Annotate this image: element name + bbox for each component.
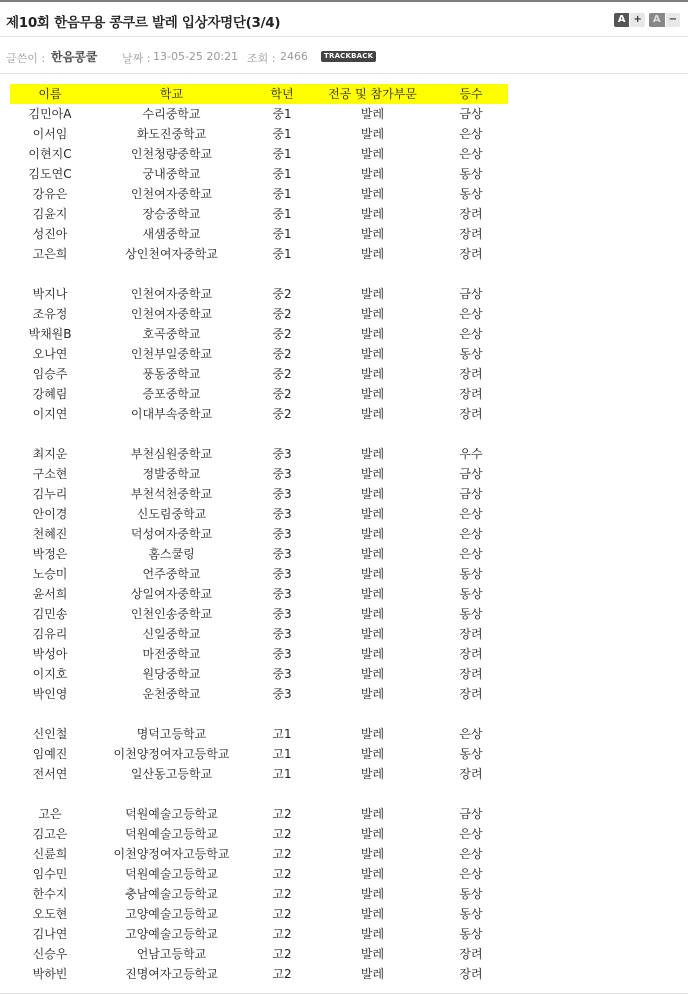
- cell-category: 발레: [360, 767, 385, 781]
- cell-school: 인천여자중학교: [130, 307, 213, 321]
- cell-grade: 중3: [272, 627, 292, 641]
- cell-rank: 장려: [459, 947, 483, 961]
- date-label: 날짜 :: [122, 52, 151, 65]
- cell-grade: 중2: [272, 407, 292, 421]
- cell-school: 부천석천중학교: [130, 487, 213, 501]
- cell-name: 신인철: [32, 727, 68, 741]
- cell-rank: 장려: [459, 667, 483, 681]
- cell-category: 발레: [360, 487, 385, 501]
- cell-grade: 중3: [272, 687, 292, 701]
- cell-grade: 중1: [272, 207, 292, 221]
- table-header-row: [10, 84, 508, 104]
- cell-rank: 은상: [459, 847, 483, 861]
- cell-category: 발레: [360, 627, 385, 641]
- cell-rank: 은상: [459, 127, 483, 141]
- cell-category: 발레: [360, 947, 385, 961]
- cell-grade: 중3: [272, 487, 292, 501]
- table-row: [10, 524, 508, 544]
- cell-rank: 장려: [459, 647, 483, 661]
- cell-name: 노승미: [32, 567, 68, 581]
- cell-name: 김윤지: [32, 207, 68, 221]
- cell-name: 박정은: [32, 547, 68, 561]
- cell-rank: 은상: [459, 547, 483, 561]
- cell-school: 인천인송중학교: [130, 607, 213, 621]
- cell-name: 강유은: [32, 187, 68, 201]
- cell-grade: 고2: [272, 807, 292, 821]
- cell-school: 호곡중학교: [142, 327, 201, 341]
- cell-name: 김유리: [32, 627, 68, 641]
- cell-school: 이천양정여자고등학교: [113, 847, 230, 861]
- table-row: [10, 624, 508, 644]
- cell-name: 이지호: [32, 667, 68, 681]
- cell-rank: 동상: [459, 607, 483, 621]
- cell-category: 발레: [360, 547, 385, 561]
- table-row: [10, 844, 508, 864]
- table-row: [10, 604, 508, 624]
- cell-name: 이서임: [32, 127, 68, 141]
- table-row: [10, 304, 508, 324]
- cell-grade: 고2: [272, 927, 292, 941]
- cell-grade: 고2: [272, 947, 292, 961]
- cell-category: 발레: [360, 447, 385, 461]
- cell-grade: 중1: [272, 227, 292, 241]
- cell-school: 상일여자중학교: [130, 587, 213, 601]
- cell-category: 발레: [360, 207, 385, 221]
- font-decrease-button[interactable]: [649, 13, 680, 27]
- cell-grade: 중3: [272, 587, 292, 601]
- cell-grade: 중3: [272, 607, 292, 621]
- cell-school: 수리중학교: [142, 107, 201, 121]
- group-spacer: [10, 704, 508, 724]
- cell-grade: 고2: [272, 847, 292, 861]
- minus-icon: −: [665, 13, 680, 27]
- cell-name: 김도연C: [28, 167, 72, 181]
- cell-grade: 중1: [272, 247, 292, 261]
- group-spacer: [10, 784, 508, 804]
- cell-category: 발레: [360, 307, 385, 321]
- cell-grade: 중3: [272, 667, 292, 681]
- cell-name: 한수지: [32, 887, 68, 901]
- cell-school: 덕원예술고등학교: [125, 867, 218, 881]
- cell-grade: 중3: [272, 447, 292, 461]
- cell-name: 김민송: [32, 607, 68, 621]
- cell-name: 조유정: [32, 307, 68, 321]
- cell-school: 장승중학교: [142, 207, 201, 221]
- font-letter-icon: A: [614, 13, 630, 27]
- cell-category: 발레: [360, 407, 385, 421]
- table-row: [10, 124, 508, 144]
- cell-school: 마전중학교: [142, 647, 201, 661]
- cell-name: 신륜희: [32, 847, 68, 861]
- cell-rank: 장려: [459, 967, 483, 981]
- cell-name: 김고은: [32, 827, 68, 841]
- table-row: [10, 104, 508, 124]
- cell-category: 발레: [360, 327, 385, 341]
- cell-category: 발레: [360, 667, 385, 681]
- cell-school: 인천부일중학교: [130, 347, 213, 361]
- cell-grade: 중1: [272, 147, 292, 161]
- cell-category: 발레: [360, 227, 385, 241]
- cell-grade: 고1: [272, 767, 292, 781]
- table-row: [10, 144, 508, 164]
- cell-school: 궁내중학교: [142, 167, 201, 181]
- cell-rank: 은상: [459, 827, 483, 841]
- table-row: [10, 944, 508, 964]
- cell-name: 임수민: [32, 867, 68, 881]
- table-row: [10, 644, 508, 664]
- cell-rank: 동상: [459, 907, 483, 921]
- cell-school: 언주중학교: [142, 567, 201, 581]
- cell-name: 강혜림: [32, 387, 68, 401]
- cell-category: 발레: [360, 367, 385, 381]
- table-row: [10, 464, 508, 484]
- table-row: [10, 224, 508, 244]
- views-count: 2466: [280, 50, 308, 63]
- cell-school: 이천양정여자고등학교: [113, 747, 230, 761]
- cell-name: 성진아: [32, 227, 68, 241]
- cell-name: 김민아A: [28, 107, 72, 121]
- cell-category: 발레: [360, 647, 385, 661]
- table-row: [10, 664, 508, 684]
- cell-grade: 중3: [272, 647, 292, 661]
- cell-school: 원당중학교: [142, 667, 201, 681]
- cell-grade: 중2: [272, 327, 292, 341]
- cell-category: 발레: [360, 247, 385, 261]
- cell-school: 홈스쿨링: [148, 547, 195, 561]
- cell-rank: 장려: [459, 227, 483, 241]
- cell-grade: 고1: [272, 727, 292, 741]
- table-body: [10, 104, 508, 984]
- cell-name: 김누리: [32, 487, 68, 501]
- cell-category: 발레: [360, 187, 385, 201]
- cell-category: 발레: [360, 607, 385, 621]
- table-row: [10, 724, 508, 744]
- table-row: [10, 244, 508, 264]
- cell-rank: 은상: [459, 147, 483, 161]
- cell-grade: 중2: [272, 287, 292, 301]
- results-table: [10, 84, 508, 984]
- cell-rank: 동상: [459, 927, 483, 941]
- bottom-border: [0, 993, 688, 994]
- table-row: [10, 584, 508, 604]
- table-row: [10, 204, 508, 224]
- cell-school: 상인천여자중학교: [125, 247, 218, 261]
- author-label: 글쓴이 :: [6, 52, 46, 65]
- table-row: [10, 484, 508, 504]
- cell-rank: 동상: [459, 747, 483, 761]
- table-row: [10, 284, 508, 304]
- cell-category: 발레: [360, 527, 385, 541]
- cell-school: 운천중학교: [142, 687, 201, 701]
- table-row: [10, 444, 508, 464]
- cell-grade: 중1: [272, 107, 292, 121]
- cell-category: 발레: [360, 127, 385, 141]
- cell-school: 화도진중학교: [136, 127, 207, 141]
- cell-name: 윤서희: [32, 587, 68, 601]
- cell-name: 박인영: [32, 687, 68, 701]
- post-meta: [0, 37, 688, 74]
- cell-school: 신일중학교: [142, 627, 201, 641]
- trackback-button[interactable]: TRACKBACK: [321, 51, 376, 62]
- cell-school: 인천여자중학교: [130, 287, 213, 301]
- author-name[interactable]: 한음콩쿨: [51, 50, 98, 64]
- group-spacer: [10, 264, 508, 284]
- cell-school: 인천청량중학교: [130, 147, 213, 161]
- header-name: 이름: [38, 87, 62, 101]
- table-row: [10, 684, 508, 704]
- cell-name: 신승우: [32, 947, 68, 961]
- cell-grade: 고1: [272, 747, 292, 761]
- table-row: [10, 884, 508, 904]
- table-row: [10, 804, 508, 824]
- cell-rank: 장려: [459, 407, 483, 421]
- cell-school: 신도림중학교: [136, 507, 207, 521]
- table-row: [10, 824, 508, 844]
- cell-category: 발레: [360, 827, 385, 841]
- post-date: 13-05-25 20:21: [153, 50, 239, 63]
- cell-rank: 은상: [459, 327, 483, 341]
- table-row: [10, 504, 508, 524]
- cell-category: 발레: [360, 727, 385, 741]
- cell-school: 덕원예술고등학교: [125, 807, 218, 821]
- cell-grade: 중3: [272, 527, 292, 541]
- cell-category: 발레: [360, 467, 385, 481]
- cell-name: 박채원B: [28, 327, 72, 341]
- cell-category: 발레: [360, 847, 385, 861]
- cell-rank: 동상: [459, 187, 483, 201]
- cell-name: 안이경: [32, 507, 68, 521]
- cell-grade: 중1: [272, 127, 292, 141]
- cell-name: 박성아: [32, 647, 68, 661]
- cell-category: 발레: [360, 587, 385, 601]
- cell-category: 발레: [360, 807, 385, 821]
- cell-rank: 장려: [459, 367, 483, 381]
- cell-rank: 은상: [459, 867, 483, 881]
- cell-category: 발레: [360, 167, 385, 181]
- cell-rank: 금상: [459, 467, 483, 481]
- cell-school: 이대부속중학교: [130, 407, 213, 421]
- post-title: 제10회 한음무용 콩쿠르 발레 입상자명단(3/4): [6, 15, 281, 31]
- cell-school: 부천심원중학교: [130, 447, 213, 461]
- cell-school: 증포중학교: [142, 387, 201, 401]
- cell-category: 발레: [360, 287, 385, 301]
- cell-category: 발레: [360, 927, 385, 941]
- cell-school: 언남고등학교: [136, 947, 207, 961]
- cell-category: 발레: [360, 347, 385, 361]
- views-label: 조회 :: [247, 52, 276, 65]
- cell-school: 풍동중학교: [142, 367, 201, 381]
- cell-category: 발레: [360, 387, 385, 401]
- table-row: [10, 164, 508, 184]
- cell-rank: 장려: [459, 207, 483, 221]
- header-rank: 등수: [459, 87, 483, 101]
- cell-rank: 장려: [459, 767, 483, 781]
- table-row: [10, 384, 508, 404]
- header-school: 학교: [159, 87, 184, 101]
- cell-name: 고은희: [32, 247, 68, 261]
- cell-name: 고은: [38, 807, 62, 821]
- font-letter-icon: A: [649, 13, 665, 27]
- cell-name: 구소현: [32, 467, 68, 481]
- cell-rank: 장려: [459, 387, 483, 401]
- cell-rank: 장려: [459, 627, 483, 641]
- cell-grade: 중1: [272, 187, 292, 201]
- cell-school: 일산동고등학교: [130, 767, 213, 781]
- cell-grade: 중3: [272, 507, 292, 521]
- cell-rank: 은상: [459, 507, 483, 521]
- cell-rank: 동상: [459, 567, 483, 581]
- cell-grade: 중2: [272, 367, 292, 381]
- font-size-controls: [614, 13, 680, 27]
- cell-name: 천혜진: [32, 527, 68, 541]
- cell-category: 발레: [360, 507, 385, 521]
- cell-name: 이지연: [32, 407, 68, 421]
- header-category: 전공 및 참가부문: [328, 87, 417, 101]
- cell-grade: 중3: [272, 467, 292, 481]
- cell-category: 발레: [360, 107, 385, 121]
- cell-school: 명덕고등학교: [136, 727, 207, 741]
- table-row: [10, 544, 508, 564]
- cell-grade: 중2: [272, 347, 292, 361]
- cell-name: 전서연: [32, 767, 68, 781]
- cell-name: 오나연: [32, 347, 68, 361]
- cell-grade: 중2: [272, 307, 292, 321]
- cell-rank: 동상: [459, 347, 483, 361]
- cell-category: 발레: [360, 907, 385, 921]
- cell-school: 고양예술고등학교: [125, 927, 218, 941]
- cell-name: 박하빈: [32, 967, 68, 981]
- cell-school: 인천여자중학교: [130, 187, 213, 201]
- cell-rank: 동상: [459, 167, 483, 181]
- table-row: [10, 964, 508, 984]
- cell-grade: 고2: [272, 887, 292, 901]
- cell-grade: 중3: [272, 547, 292, 561]
- table-row: [10, 404, 508, 424]
- cell-category: 발레: [360, 747, 385, 761]
- cell-rank: 은상: [459, 527, 483, 541]
- cell-school: 고양예술고등학교: [125, 907, 218, 921]
- cell-name: 임승주: [32, 367, 68, 381]
- post-header: [0, 2, 688, 37]
- cell-rank: 은상: [459, 727, 483, 741]
- cell-rank: 은상: [459, 307, 483, 321]
- cell-name: 오도현: [32, 907, 68, 921]
- cell-school: 새샘중학교: [142, 227, 201, 241]
- plus-icon: +: [629, 13, 644, 27]
- cell-rank: 장려: [459, 687, 483, 701]
- cell-rank: 금상: [459, 487, 483, 501]
- cell-grade: 고2: [272, 967, 292, 981]
- cell-school: 정발중학교: [142, 467, 201, 481]
- cell-grade: 중2: [272, 387, 292, 401]
- cell-school: 덕성여자중학교: [130, 527, 213, 541]
- cell-grade: 중3: [272, 567, 292, 581]
- table-row: [10, 324, 508, 344]
- table-row: [10, 924, 508, 944]
- table-row: [10, 744, 508, 764]
- cell-rank: 장려: [459, 247, 483, 261]
- cell-rank: 동상: [459, 587, 483, 601]
- group-spacer: [10, 424, 508, 444]
- cell-category: 발레: [360, 147, 385, 161]
- font-increase-button[interactable]: [614, 13, 645, 27]
- cell-category: 발레: [360, 967, 385, 981]
- cell-category: 발레: [360, 567, 385, 581]
- cell-rank: 우수: [459, 447, 483, 461]
- cell-school: 충남예술고등학교: [125, 887, 218, 901]
- cell-category: 발레: [360, 887, 385, 901]
- cell-name: 임예진: [32, 747, 68, 761]
- table-row: [10, 864, 508, 884]
- cell-name: 최지운: [32, 447, 68, 461]
- cell-rank: 금상: [459, 807, 483, 821]
- cell-rank: 금상: [459, 107, 483, 121]
- cell-category: 발레: [360, 867, 385, 881]
- table-row: [10, 764, 508, 784]
- table-row: [10, 344, 508, 364]
- cell-school: 진명여자고등학교: [125, 967, 218, 981]
- cell-rank: 동상: [459, 887, 483, 901]
- cell-name: 이현지C: [28, 147, 72, 161]
- cell-school: 덕원예술고등학교: [125, 827, 218, 841]
- table-row: [10, 184, 508, 204]
- table-row: [10, 564, 508, 584]
- table-row: [10, 904, 508, 924]
- table-row: [10, 364, 508, 384]
- cell-rank: 금상: [459, 287, 483, 301]
- cell-name: 김나연: [32, 927, 68, 941]
- header-grade: 학년: [270, 87, 294, 101]
- cell-grade: 고2: [272, 907, 292, 921]
- cell-grade: 고2: [272, 827, 292, 841]
- cell-grade: 고2: [272, 867, 292, 881]
- cell-name: 박지나: [32, 287, 68, 301]
- cell-category: 발레: [360, 687, 385, 701]
- cell-grade: 중1: [272, 167, 292, 181]
